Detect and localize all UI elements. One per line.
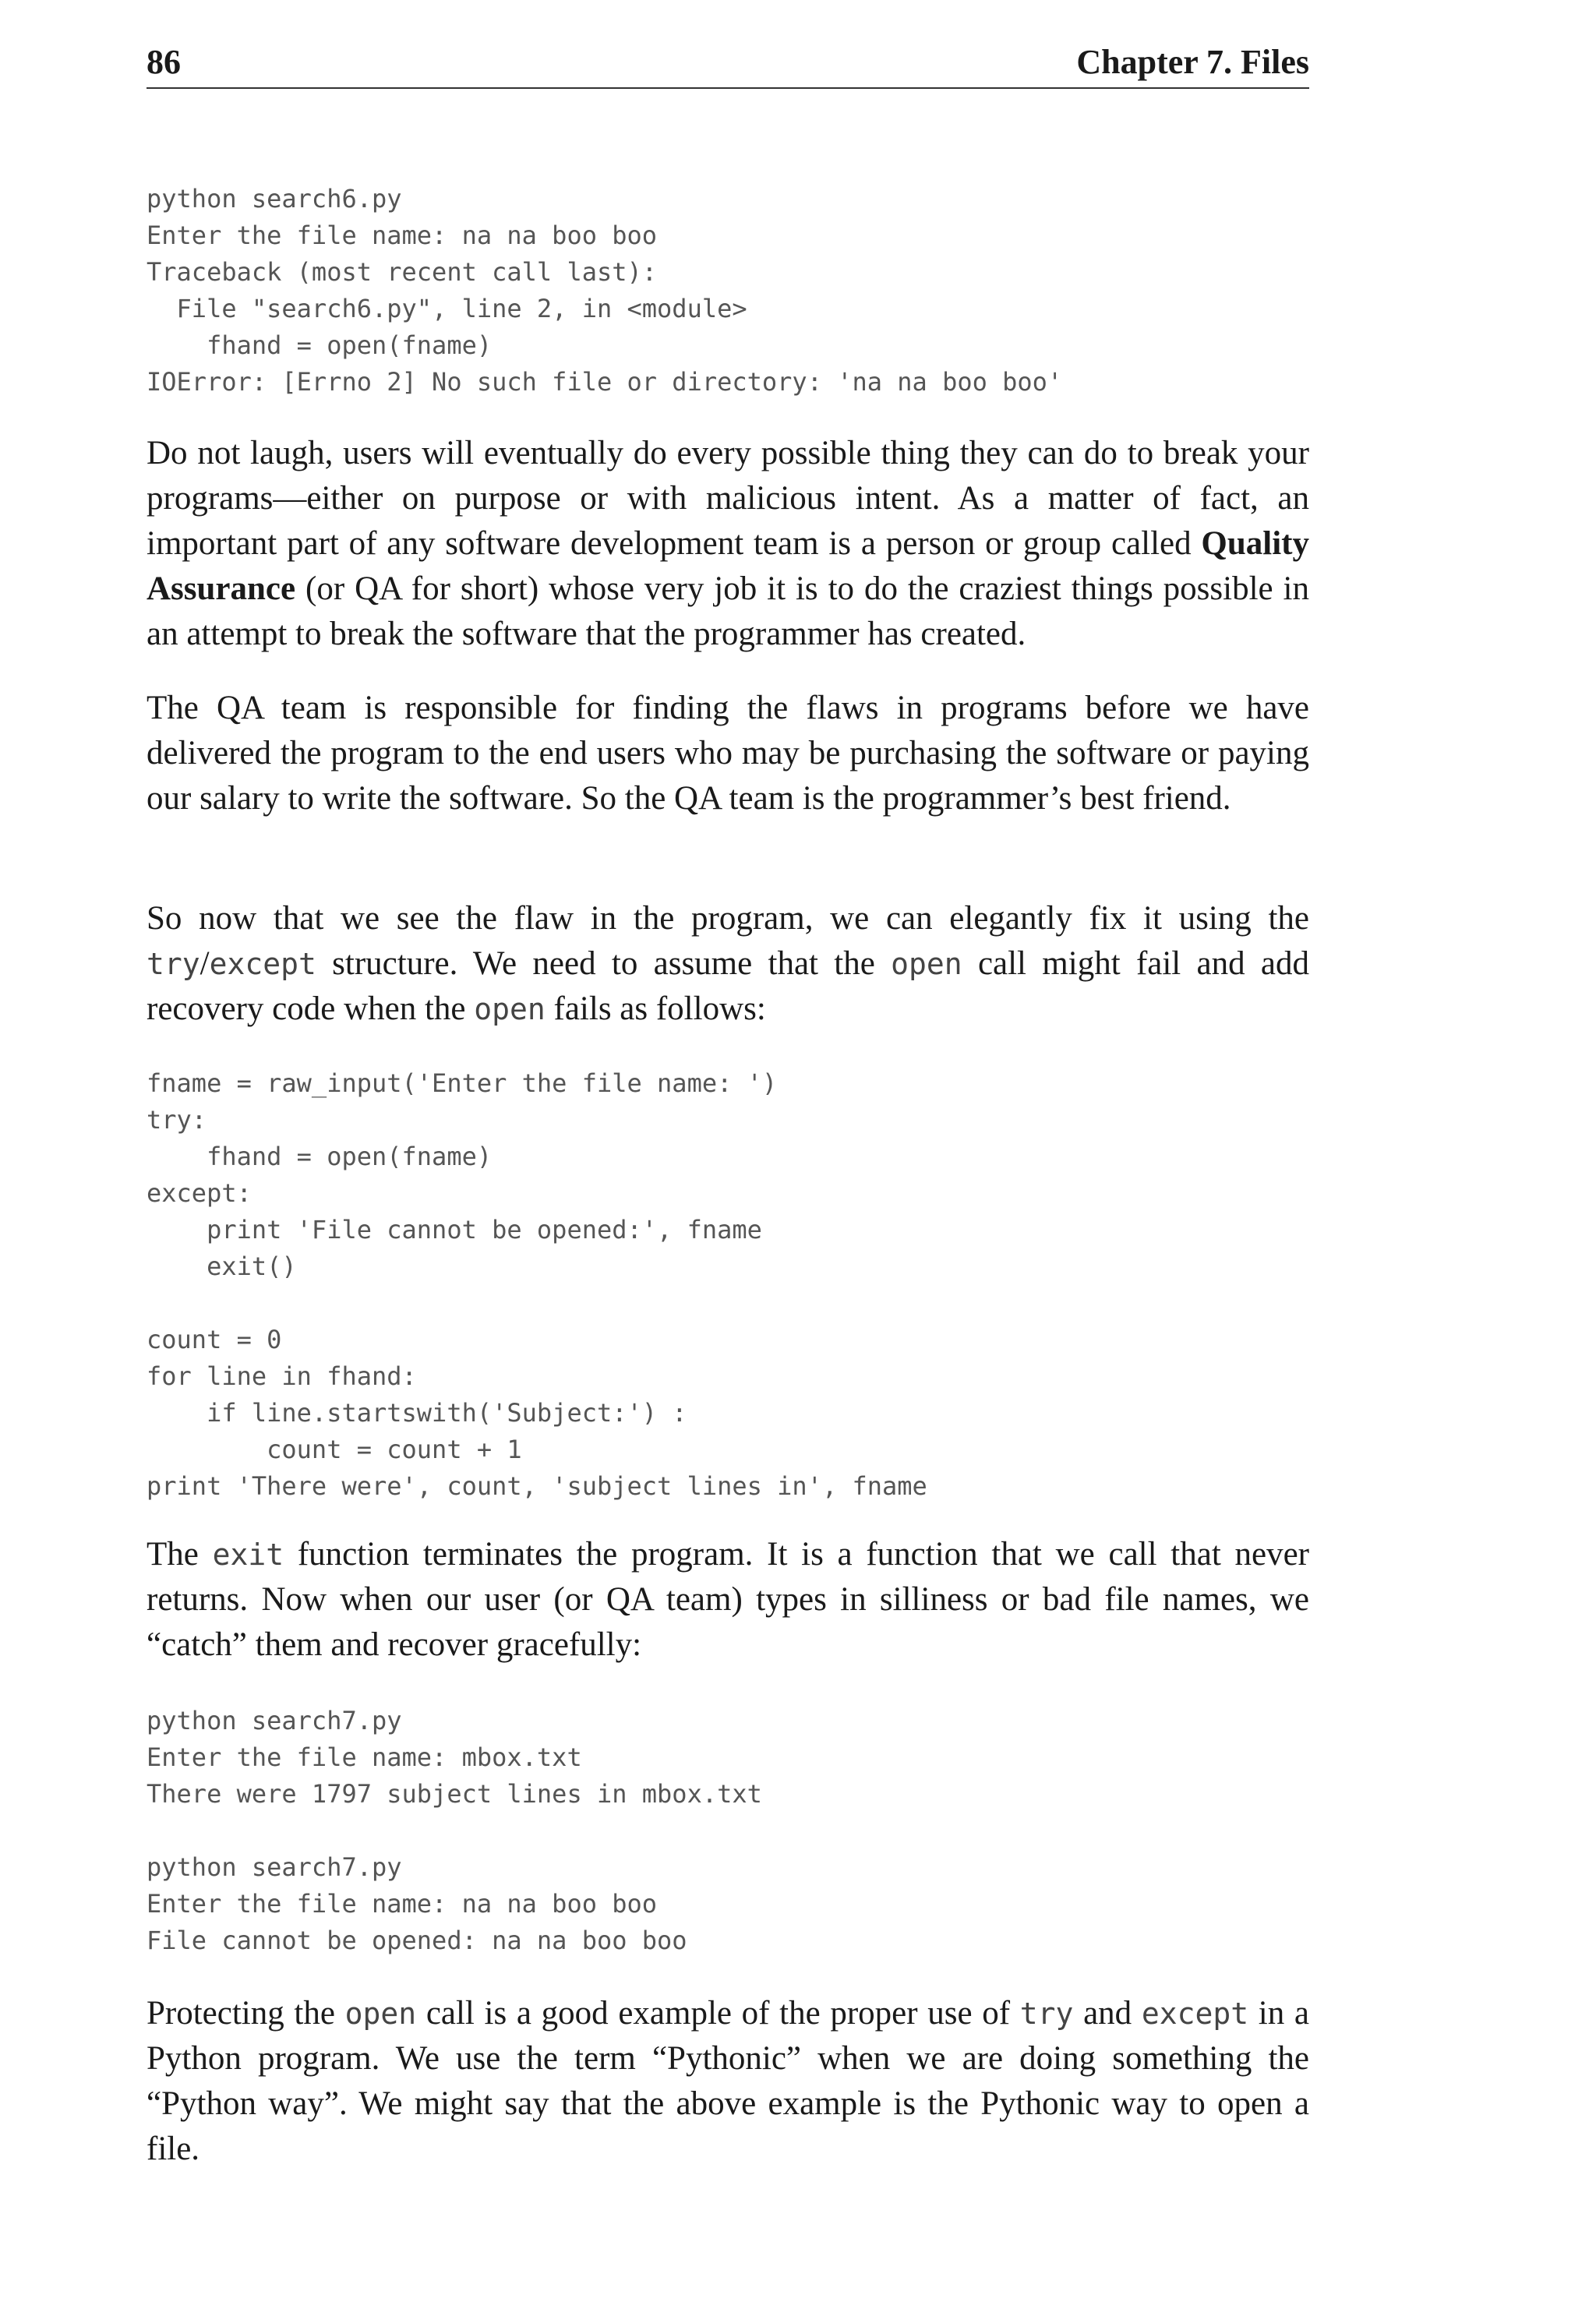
running-header (147, 39, 1309, 89)
code-block-fixed-program: fname = raw_input('Enter the file name: ') try: fhand = open(fname) except: print 'File cannot be opened:', fname exit() count = 0 for line in fhand: if line.startswith('Subject:') : count = count + 1 print 'There were', count, 'subject lines in', fname (147, 1068, 927, 1501)
inline-code-except: except (1141, 1997, 1249, 2031)
term-quality-assurance: Quality Assurance (147, 525, 1309, 607)
inline-code-open: open (474, 992, 546, 1026)
paragraph-quality-assurance: Do not laugh, users will eventually do every possible thing they can do to break your programs—either on purpose or with malicious intent. As a matter of fact, an important part of any software development team is a person or group called Quality Assurance (or QA for short) whose very job it is to do the craziest things possible in an attempt to break the software that the programmer has created. (147, 435, 1309, 652)
paragraph-pythonic: Protecting the open call is a good example of the proper use of try and except in a Python program. We use the term “Pythonic” when we are doing something the “Python way”. We might say that the above example is the Pythonic way to open a file. (147, 1995, 1309, 2167)
page-number: 86 (147, 43, 181, 81)
inline-code-try: try (1019, 1997, 1074, 2031)
paragraph-qa-team: The QA team is responsible for finding the flaws in programs before we have delivered the program to the end users who may be purchasing the software or paying our salary to write the software. So the QA team is the programmer’s best friend. (147, 690, 1309, 817)
inline-code-exit: exit (212, 1538, 284, 1572)
chapter-title: Chapter 7. Files (1076, 43, 1309, 81)
paragraph-exit-function: The exit function terminates the program. It is a function that we call that never returns. Now when our user (or QA team) types in silliness or bad file names, we “catch” them and recover gracefully: (147, 1536, 1309, 1663)
code-block-recovery-runs: python search7.py Enter the file name: mbox.txt There were 1797 subject lines in mbox.txt python search7.py Enter the file name: na na boo boo File cannot be opened: na na boo boo (147, 1706, 762, 1955)
inline-code-open: open (891, 947, 962, 981)
code-block-error-run: python search6.py Enter the file name: na na boo boo Traceback (most recent call last): File "search6.py", line 2, in <module> fhand = open(fname) IOError: [Errno 2] No such file or directory: 'na na boo boo' (147, 184, 1063, 397)
inline-code-except: except (209, 947, 316, 981)
inline-code-try: try (147, 947, 200, 981)
paragraph-fix-flaw: So now that we see the flaw in the program, we can elegantly fix it using the try/except structure. We need to assume that the open call might fail and add recovery code when the open fails as follows: (147, 900, 1310, 1027)
inline-code-open: open (344, 1997, 417, 2031)
